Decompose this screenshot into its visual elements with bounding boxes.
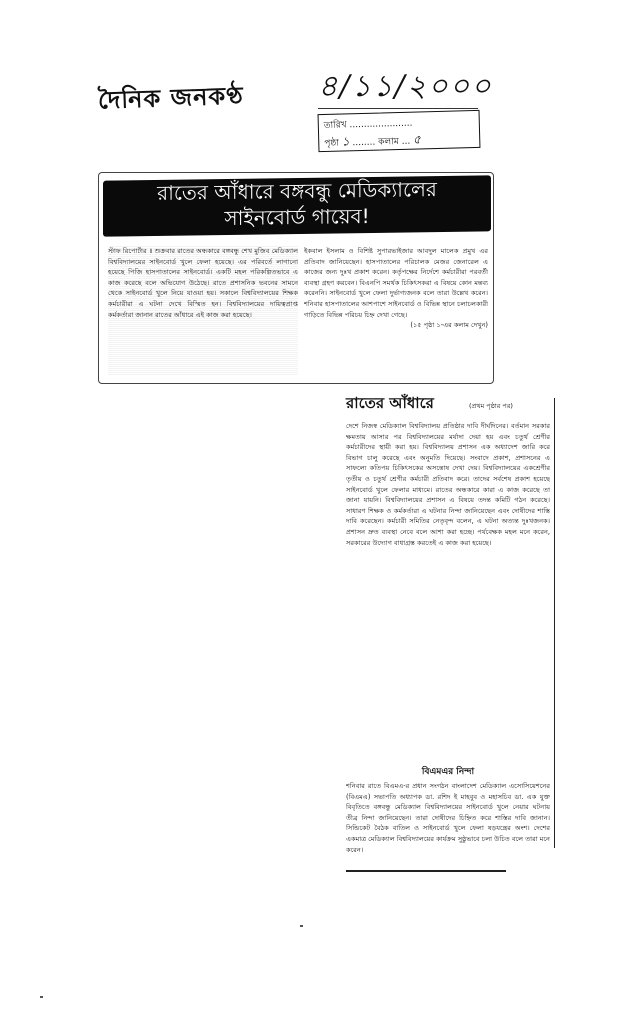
headline-banner xyxy=(103,175,491,236)
archive-stamp xyxy=(318,110,481,152)
column-rule xyxy=(554,398,555,848)
continuation-article xyxy=(346,392,550,881)
continuation-body: দেশে নিজস্ব মেডিক্যাল বিশ্ববিদ্যালয় প্রতিষ্ঠার দাবি দীর্ঘদিনের। বর্তমান সরকার ক্ষমতায় আসার পর বিশ্ববিদ্যালয়ের মর্যাদা দেয়া হয় এবং চতুর্থ শ্রেণীর কর্মচারীদের স্থায়ী করা হয়। বিশ্ববিদ্যালয় প্রশাসন এক অধ্যাদেশ জারি করে বিভাগ চালু করেছে এবং অনুমতি দিয়েছে। সংবাদে প্রকাশ, প্রশাসনের এ সাফল্যে কতিপয় চিকিৎসকের অসন্তোষ দেখা দেয়। বিশ্ববিদ্যালয়ের একশ্রেণীর তৃতীয় ও চতুর্থ শ্রেণীর কর্মচারী প্রতিবাদ করে। তাদের সর্বশেষ প্রকাশ হয়েছে সাইনবোর্ড খুলে ফেলার মাধ্যমে। রাতের অন্ধকারে কারা এ কাজ করেছে তা জানা যায়নি। বিশ্ববিদ্যালয়ের প্রশাসন এ বিষয়ে তদন্ত কমিটি গঠন করেছে। সাধারণ শিক্ষক ও কর্মকর্তারা এ ঘটনার নিন্দা জানিয়েছেন এবং দোষীদের শাস্তি দাবি করেছেন। কর্মচারী সমিতির নেতৃবৃন্দ বলেন, এ ঘটনা অত্যন্ত দুঃখজনক। প্রশাসন দ্রুত ব্যবস্থা নেবে বলে আশা করা হচ্ছে। পর্যবেক্ষক মহল মনে করেন, সরকারের উদ্যোগ বাধাগ্রস্ত করতেই এ কাজ করা হয়েছে। xyxy=(346,422,550,547)
headline-line-1: রাতের আঁধারে বঙ্গবন্ধু মেডিক্যালের xyxy=(157,177,437,205)
date-underline xyxy=(318,108,478,109)
continuation-heading: রাতের আঁধারে xyxy=(346,394,434,412)
article-end-rule xyxy=(346,870,506,872)
scan-speck xyxy=(300,925,303,927)
article-right-column xyxy=(304,246,488,376)
lead-column-text: স্টাফ রিপোর্টার ॥ শুক্রবার রাতের অন্ধকারে বঙ্গবন্ধু শেখ মুজিব মেডিক্যাল বিশ্ববিদ্যালয়ের সাইনবোর্ড খুলে ফেলা হয়েছে। এর পরিবর্তে লাগানো হয়েছে পিজি হাসপাতালের সাইনবোর্ড। একটি মহল পরিকল্পিতভাবে এ কাজ করেছে বলে অভিযোগ উঠেছে। রাতে প্রশাসনিক ভবনের সামনে থেকে সাইনবোর্ড খুলে নিয়ে যাওয়া হয়। সকালে বিশ্ববিদ্যালয়ের শিক্ষক কর্মচারীরা এ ঘটনা দেখে বিস্মিত হন। বিশ্ববিদ্যালয়ের দায়িত্বপ্রাপ্ত কর্মকর্তারা জানান রাতের আঁধারে এই কাজ করা হয়েছে। xyxy=(108,246,298,376)
stamp-page-label: পৃষ্ঠা xyxy=(324,138,340,149)
jump-note: (১৫ পৃষ্ঠা ১-এর কলাম দেখুন) xyxy=(410,321,488,330)
stamp-page-value: ১ xyxy=(341,134,350,149)
continuation-note: (প্রথম পৃষ্ঠার পর) xyxy=(468,402,513,410)
headline-line-2: সাইনবোর্ড গায়েব! xyxy=(224,203,370,231)
stamp-column-label: কলাম xyxy=(378,137,399,148)
scan-speck xyxy=(40,996,43,998)
stamp-column-value: ৫ xyxy=(412,132,422,147)
right-column-text: ইকবাল ইসলাম ও বিশিষ্ট সুপারভাইজার আবদুল মালেক প্রমুখ এর প্রতিবাদ জানিয়েছেন। হাসপাতালের পরিচালক মেজর জেনারেল এ কাজের জন্য দুঃখ প্রকাশ করেন। কর্তৃপক্ষের নির্দেশে কর্মচারীরা পরবর্তী ব্যবস্থা গ্রহণ করবেন। বিএনপি সমর্থক চিকিৎসকরা এ বিষয়ে কোন মন্তব্য করেননি। সাইনবোর্ড খুলে ফেলা দুর্ভাগ্যজনক বলে তারা উল্লেখ করেন। শনিবার হাসপাতালের আশপাশে সাইনবোর্ড ও বিভিন্ন স্থানে চলাচলকারী গাড়িতে বিভিন্ন পরিচয় চিহ্ন দেখা গেছে। xyxy=(304,247,488,319)
continuation-body-2: শনিবার রাতে বিএমএ-র প্রধান সংগঠন বাংলাদেশ মেডিক্যাল এসোসিয়েশনের (বিএমএ) সভাপতি অধ্যাপক ডা. রশিদ ই মাহবুব ও মহাসচিব ডা. এক যুক্ত বিবৃতিতে বঙ্গবন্ধু মেডিক্যাল বিশ্ববিদ্যালয়ের সাইনবোর্ড খুলে নেয়ার ঘটনায় তীব্র নিন্দা জানিয়েছেন। তারা দোষীদের চিহ্নিত করে শাস্তির দাবি জানান। সিন্ডিকেট বৈঠক বাতিল ও সাইনবোর্ড খুলে ফেলা ষড়যন্ত্রের অংশ। দেশের একমাত্র মেডিক্যাল বিশ্ববিদ্যালয়ের কার্যক্রম সুষ্ঠুভাবে চলা উচিত বলে তারা মনে করেন। xyxy=(346,782,550,854)
stamp-date-label: তারিখ ...................... xyxy=(323,118,413,131)
continuation-subheading: বিএমএর নিন্দা xyxy=(421,767,475,777)
newspaper-name: দৈনিক জনকণ্ঠ xyxy=(97,81,245,115)
stamp-page-row: পৃষ্ঠা ১ ........ কলাম ... ৫ xyxy=(324,132,422,149)
handwritten-date: ৪/১১/২০০০ xyxy=(318,69,493,104)
